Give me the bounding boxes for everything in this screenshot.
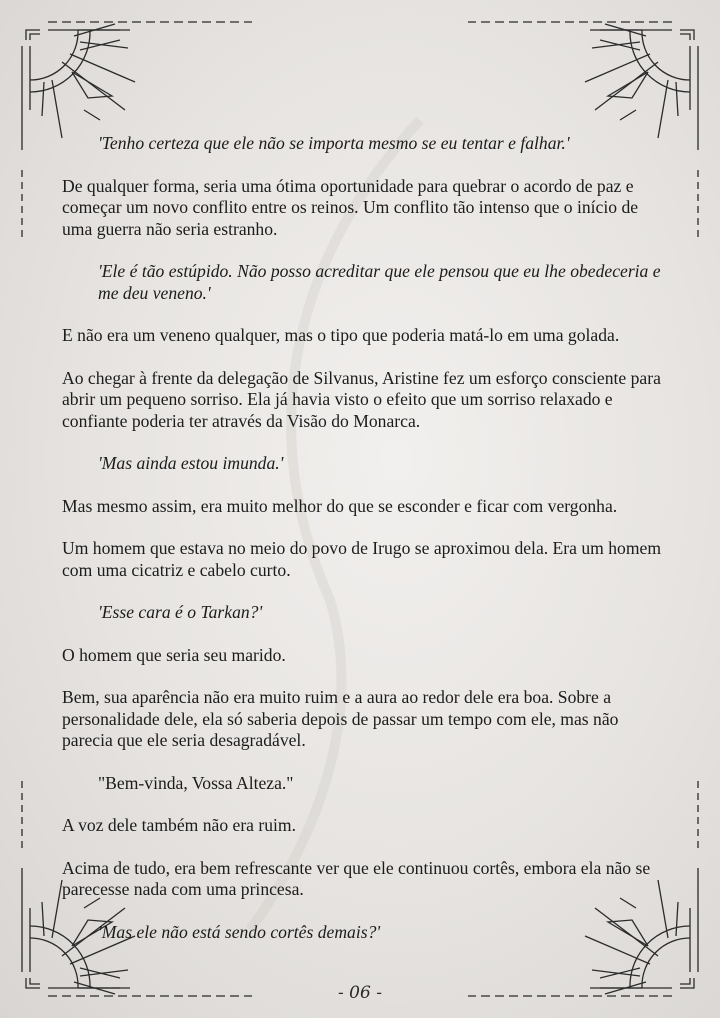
body-text xyxy=(62,133,672,943)
paragraph: Mas mesmo assim, era muito melhor do que se esconder e ficar com vergonha. xyxy=(62,495,618,516)
paragraph: Ao chegar à frente da delegação de Silvanus, Aristine fez um esforço consciente para abrir um pequeno sorriso. Ela já havia visto o efeito que um sorriso relaxado e confiante poderia ter através da Visão do Monarca. xyxy=(62,367,661,431)
paragraph: 'Esse cara é o Tarkan?' xyxy=(98,602,263,622)
paragraph: Acima de tudo, era bem refrescante ver que ele continuou cortês, embora ela não se parecesse nada com uma princesa. xyxy=(62,857,651,899)
paragraph: E não era um veneno qualquer, mas o tipo que poderia matá-lo em uma golada. xyxy=(62,325,620,345)
paragraph: 'Mas ele não está sendo cortês demais?' xyxy=(98,921,381,942)
paragraph: 'Tenho certeza que ele não se importa mesmo se eu tentar e falhar.' xyxy=(98,133,570,153)
paragraph: Bem, sua aparência não era muito ruim e a aura ao redor dele era boa. Sobre a personalidade dele, ela só saberia depois de passar um tempo com ele, mas não parecia que ele seria desagradável. xyxy=(62,687,619,750)
paragraph: "Bem-vinda, Vossa Alteza." xyxy=(98,772,294,793)
paragraph: Um homem que estava no meio do povo de Irugo se aproximou dela. Era um homem com uma cicatriz e cabelo curto. xyxy=(62,538,662,580)
paragraph: 'Ele é tão estúpido. Não posso acreditar que ele pensou que eu lhe obedeceria e me deu veneno.' xyxy=(98,261,661,303)
paragraph: O homem que seria seu marido. xyxy=(62,644,286,665)
paragraph: De qualquer forma, seria uma ótima oportunidade para quebrar o acordo de paz e começar um novo conflito entre os reinos. Um conflito tão intenso que o início de uma guerra não seria estranho. xyxy=(62,175,639,239)
paragraph: 'Mas ainda estou imunda.' xyxy=(98,453,284,473)
page-number: - 06 - xyxy=(338,983,382,1003)
paragraph: A voz dele também não era ruim. xyxy=(62,815,297,835)
